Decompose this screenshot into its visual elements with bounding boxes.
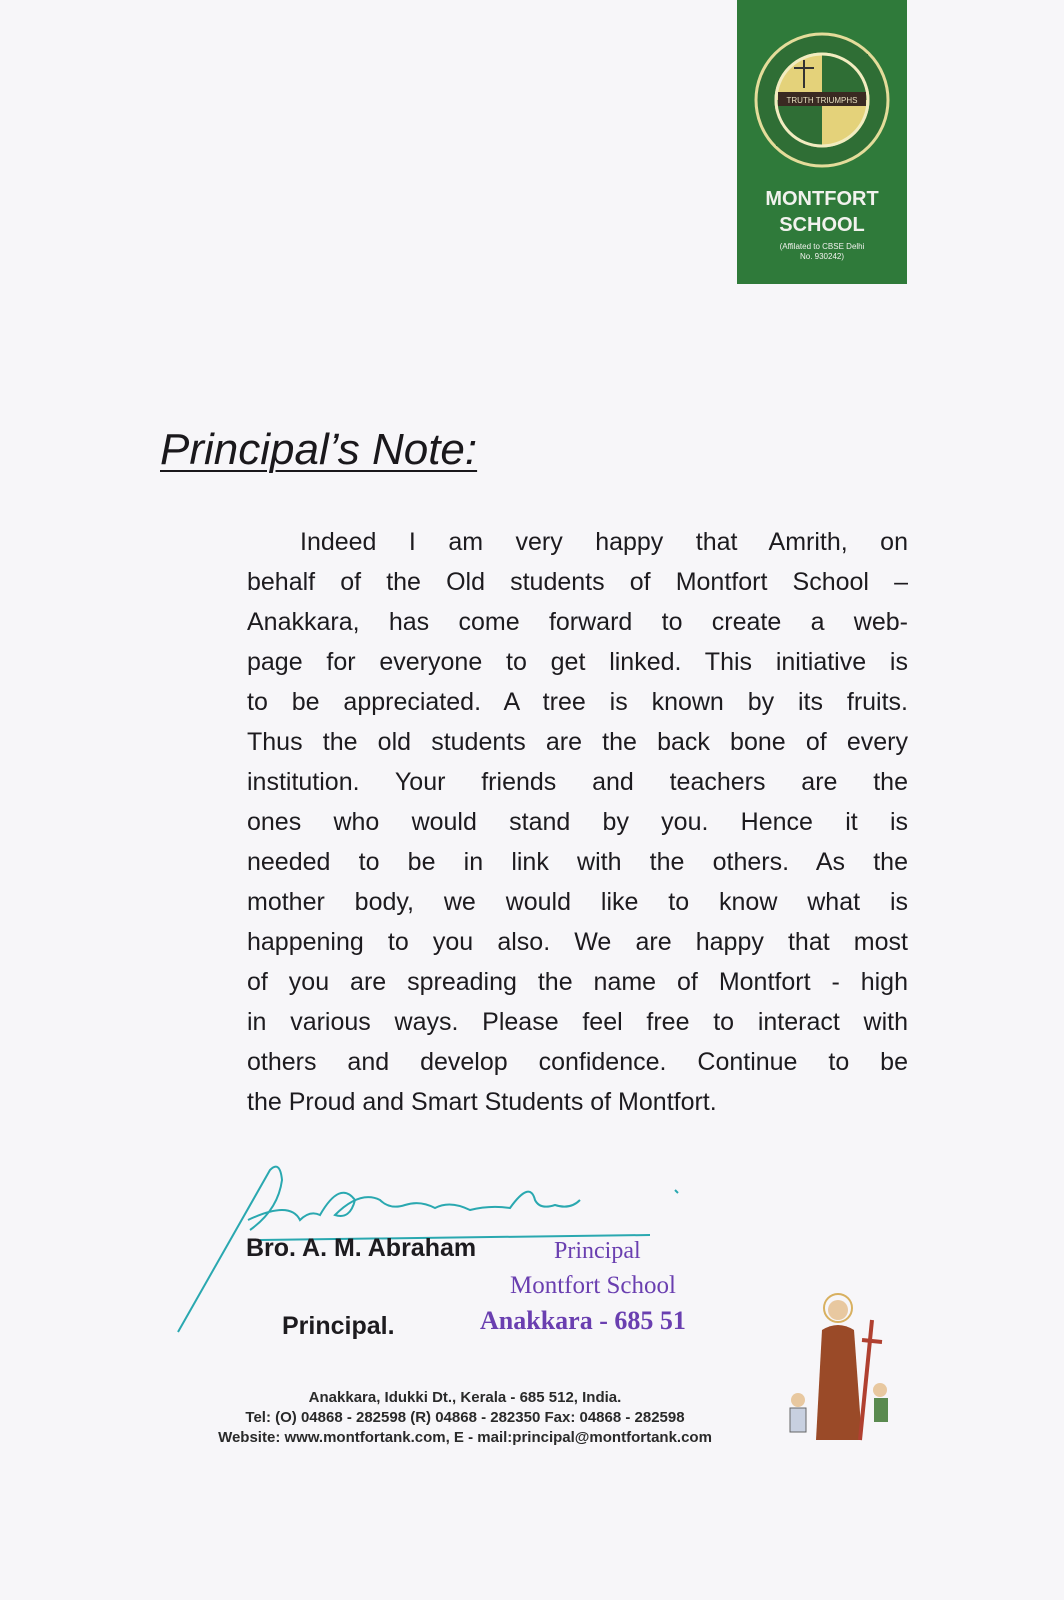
footer-phone: Tel: (O) 04868 - 282598 (R) 04868 - 282350 Fax: 04868 - 282598 — [245, 1409, 685, 1426]
body-line: to be appreciated. A tree is known by its fruits. — [247, 688, 908, 716]
body-line: of you are spreading the name of Montfort - high — [247, 968, 908, 996]
logo-affiliation-1: (Affilated to CBSE Delhi — [779, 242, 865, 251]
body-line: needed to be in link with the others. As the — [247, 848, 908, 876]
body-line: institution. Your friends and teachers are the — [247, 768, 908, 796]
page-title: Principal’s Note: — [160, 425, 478, 474]
footer-address: Anakkara, Idukki Dt., Kerala - 685 512, India. — [308, 1389, 622, 1406]
signatory-name: Bro. A. M. Abraham — [246, 1234, 477, 1262]
body-line: behalf of the Old students of Montfort School – — [247, 568, 908, 596]
logo-name-line1: MONTFORT — [765, 188, 879, 210]
school-crest-icon — [752, 30, 892, 170]
body-line: Indeed I am very happy that Amrith, on — [300, 528, 908, 556]
body-line: in various ways. Please feel free to interact with — [247, 1008, 908, 1036]
stamp-line2: Montfort School — [510, 1272, 676, 1299]
body-line: happening to you also. We are happy that most — [247, 928, 908, 956]
footer-web: Website: www.montfortank.com, E - mail:principal@montfortank.com — [218, 1429, 712, 1446]
body-line: the Proud and Smart Students of Montfort. — [247, 1088, 717, 1116]
logo-affiliation-2: No. 930242) — [799, 252, 845, 261]
signatory-title: Principal. — [282, 1312, 395, 1340]
footer-contact — [150, 1388, 780, 1448]
body-line: others and develop confidence. Continue to be — [247, 1048, 908, 1076]
school-logo — [737, 0, 907, 284]
body-line: mother body, we would like to know what is — [247, 888, 908, 916]
body-line: ones who would stand by you. Hence it is — [247, 808, 908, 836]
saint-illustration-icon — [780, 1290, 900, 1470]
body-line: Anakkara, has come forward to create a web- — [247, 608, 908, 636]
stamp-line3: Anakkara - 685 51 — [480, 1306, 686, 1335]
note-body — [247, 522, 908, 1122]
logo-name-line2: SCHOOL — [779, 214, 865, 236]
body-line: Thus the old students are the back bone of every — [247, 728, 908, 756]
stamp-line1: Principal — [554, 1238, 641, 1264]
svg-text:TRUTH TRIUMPHS: TRUTH TRIUMPHS — [786, 96, 858, 105]
body-line: page for everyone to get linked. This initiative is — [247, 648, 908, 676]
